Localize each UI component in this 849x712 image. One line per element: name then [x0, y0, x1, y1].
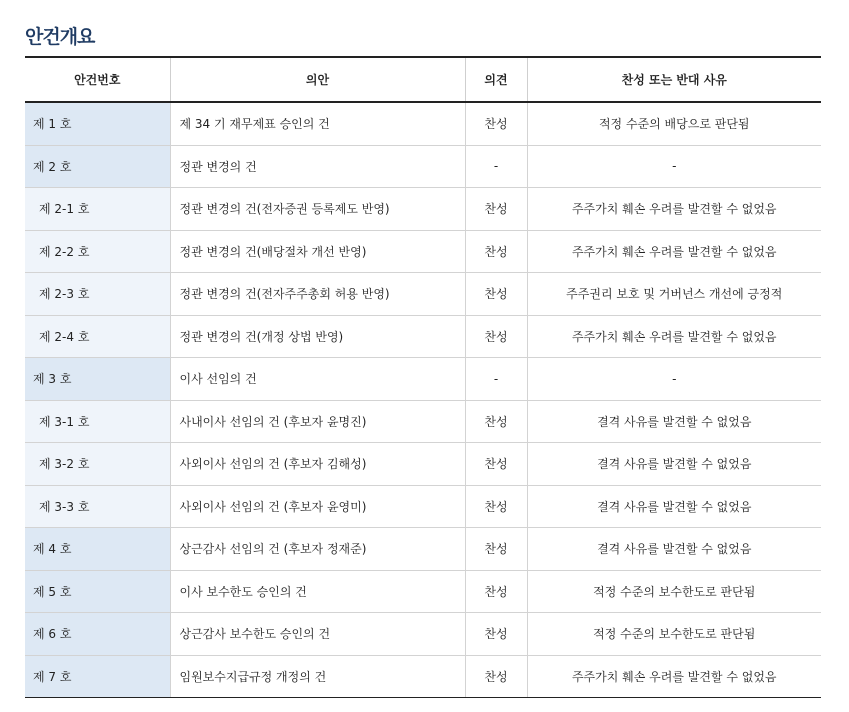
reason-cell: 결격 사유를 발견할 수 없었음 — [527, 400, 821, 443]
agenda-item-cell: 제 34 기 재무제표 승인의 건 — [170, 102, 465, 145]
opinion-cell: 찬성 — [465, 485, 527, 528]
header-agenda-number: 안건번호 — [25, 57, 170, 102]
agenda-item-cell: 임원보수지급규정 개정의 건 — [170, 655, 465, 698]
reason-cell: 주주가치 훼손 우려를 발견할 수 없었음 — [527, 230, 821, 273]
reason-cell: - — [527, 358, 821, 401]
agenda-item-cell: 정관 변경의 건(전자증권 등록제도 반영) — [170, 188, 465, 231]
agenda-number-cell: 제 2 호 — [25, 145, 170, 188]
opinion-cell: 찬성 — [465, 315, 527, 358]
table-row — [25, 188, 821, 231]
reason-cell: 주주가치 훼손 우려를 발견할 수 없었음 — [527, 188, 821, 231]
agenda-number-cell: 제 3-3 호 — [25, 485, 170, 528]
agenda-number-cell: 제 2-2 호 — [25, 230, 170, 273]
table-row — [25, 273, 821, 316]
agenda-number-cell: 제 1 호 — [25, 102, 170, 145]
table-row — [25, 358, 821, 401]
reason-cell: 주주가치 훼손 우려를 발견할 수 없었음 — [527, 315, 821, 358]
agenda-item-cell: 상근감사 선임의 건 (후보자 정재준) — [170, 528, 465, 571]
opinion-cell: 찬성 — [465, 443, 527, 486]
agenda-number-cell: 제 5 호 — [25, 570, 170, 613]
reason-cell: 주주권리 보호 및 거버넌스 개선에 긍정적 — [527, 273, 821, 316]
reason-cell: 결격 사유를 발견할 수 없었음 — [527, 528, 821, 571]
table-row — [25, 102, 821, 145]
header-opinion: 의견 — [465, 57, 527, 102]
agenda-item-cell: 이사 선임의 건 — [170, 358, 465, 401]
agenda-number-cell: 제 6 호 — [25, 613, 170, 656]
opinion-cell: 찬성 — [465, 102, 527, 145]
opinion-cell: 찬성 — [465, 655, 527, 698]
reason-cell: 적정 수준의 보수한도로 판단됨 — [527, 570, 821, 613]
reason-cell: 결격 사유를 발견할 수 없었음 — [527, 443, 821, 486]
page-title: 안건개요 — [25, 25, 95, 48]
agenda-item-cell: 정관 변경의 건(개정 상법 반영) — [170, 315, 465, 358]
table-row — [25, 230, 821, 273]
opinion-cell: 찬성 — [465, 570, 527, 613]
header-agenda-item: 의안 — [170, 57, 465, 102]
opinion-cell: 찬성 — [465, 613, 527, 656]
agenda-item-cell: 상근감사 보수한도 승인의 건 — [170, 613, 465, 656]
agenda-number-cell: 제 3-1 호 — [25, 400, 170, 443]
agenda-number-cell: 제 4 호 — [25, 528, 170, 571]
reason-cell: 주주가치 훼손 우려를 발견할 수 없었음 — [527, 655, 821, 698]
opinion-cell: 찬성 — [465, 528, 527, 571]
agenda-number-cell: 제 3 호 — [25, 358, 170, 401]
opinion-cell: - — [465, 358, 527, 401]
table-row — [25, 570, 821, 613]
table-row — [25, 528, 821, 571]
agenda-number-cell: 제 2-3 호 — [25, 273, 170, 316]
table-row — [25, 443, 821, 486]
opinion-cell: 찬성 — [465, 400, 527, 443]
agenda-item-cell: 사외이사 선임의 건 (후보자 김해성) — [170, 443, 465, 486]
table-header-row — [25, 57, 821, 102]
agenda-number-cell: 제 7 호 — [25, 655, 170, 698]
table-row — [25, 613, 821, 656]
agenda-item-cell: 사내이사 선임의 건 (후보자 윤명진) — [170, 400, 465, 443]
agenda-number-cell: 제 2-1 호 — [25, 188, 170, 231]
opinion-cell: 찬성 — [465, 273, 527, 316]
table-row — [25, 655, 821, 698]
agenda-number-cell: 제 3-2 호 — [25, 443, 170, 486]
agenda-item-cell: 정관 변경의 건(배당절차 개선 반영) — [170, 230, 465, 273]
agenda-item-cell: 정관 변경의 건(전자주주총회 허용 반영) — [170, 273, 465, 316]
table-row — [25, 315, 821, 358]
opinion-cell: 찬성 — [465, 188, 527, 231]
agenda-item-cell: 사외이사 선임의 건 (후보자 윤영미) — [170, 485, 465, 528]
agenda-item-cell: 정관 변경의 건 — [170, 145, 465, 188]
opinion-cell: - — [465, 145, 527, 188]
header-reason: 찬성 또는 반대 사유 — [527, 57, 821, 102]
table-row — [25, 485, 821, 528]
reason-cell: 적정 수준의 보수한도로 판단됨 — [527, 613, 821, 656]
agenda-item-cell: 이사 보수한도 승인의 건 — [170, 570, 465, 613]
reason-cell: 적정 수준의 배당으로 판단됨 — [527, 102, 821, 145]
agenda-number-cell: 제 2-4 호 — [25, 315, 170, 358]
table-row — [25, 400, 821, 443]
table-row — [25, 145, 821, 188]
agenda-table — [25, 56, 821, 698]
reason-cell: 결격 사유를 발견할 수 없었음 — [527, 485, 821, 528]
reason-cell: - — [527, 145, 821, 188]
opinion-cell: 찬성 — [465, 230, 527, 273]
